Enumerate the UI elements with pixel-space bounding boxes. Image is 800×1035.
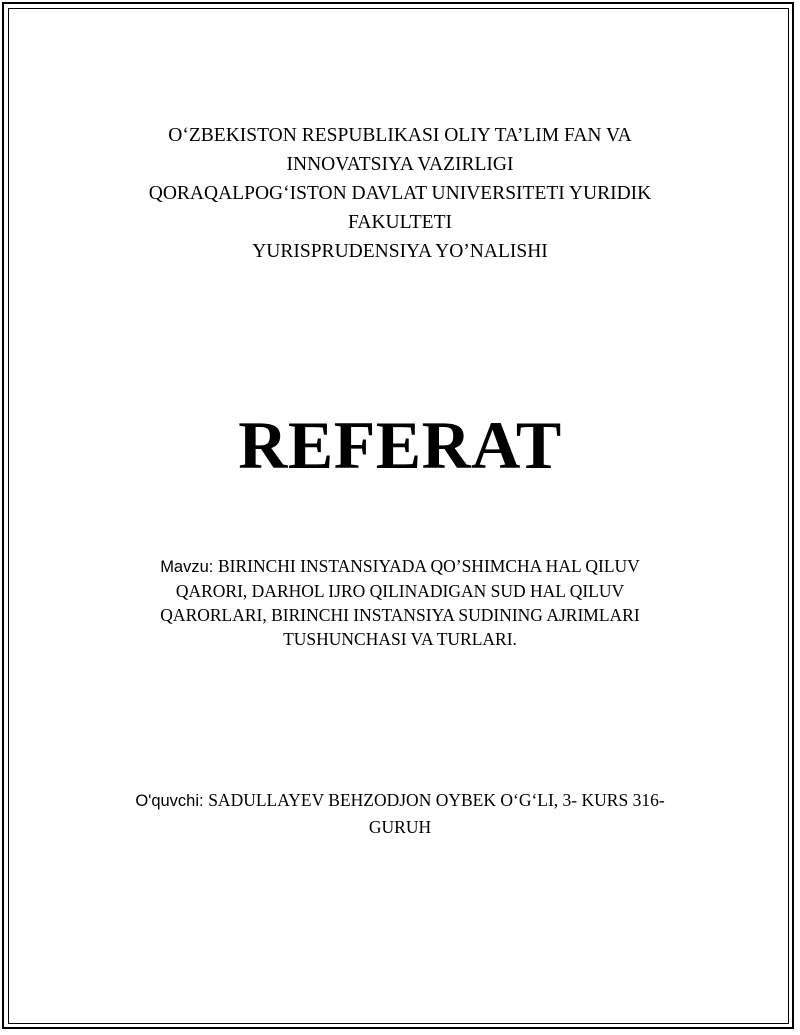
student-block [0,787,800,840]
topic-line [0,554,800,579]
student-line: GURUH [368,817,432,837]
header-line: FAKULTETI [348,212,452,233]
student-name: SADULLAYEV BEHZODJON OYBEK O‘G‘LI, 3- KURS 316- [208,790,665,810]
document-title: REFERAT [238,407,562,483]
topic-line: TUSHUNCHASI VA TURLARI. [283,629,517,649]
topic-block [0,554,800,651]
topic-text: BIRINCHI INSTANSIYADA QO’SHIMCHA HAL QILUV [217,556,640,576]
student-line [0,787,800,814]
topic-line: QARORI, DARHOL IJRO QILINADIGAN SUD HAL QILUV [175,581,625,601]
topic-label: Mavzu: [160,558,218,576]
header-line: INNOVATSIYA VAZIRLIGI [286,154,514,175]
ministry-header [0,121,800,266]
header-line: YURISPRUDENSIYA YO’NALISHI [252,241,548,262]
topic-line: QARORLARI, BIRINCHI INSTANSIYA SUDINING AJRIMLARI [160,605,640,625]
student-label: O'quvchi: [135,792,209,810]
header-line: QORAQALPOG‘ISTON DAVLAT UNIVERSITETI YURIDIK [148,183,652,204]
header-line: O‘ZBEKISTON RESPUBLIKASI OLIY TA’LIM FAN VA [168,125,632,146]
